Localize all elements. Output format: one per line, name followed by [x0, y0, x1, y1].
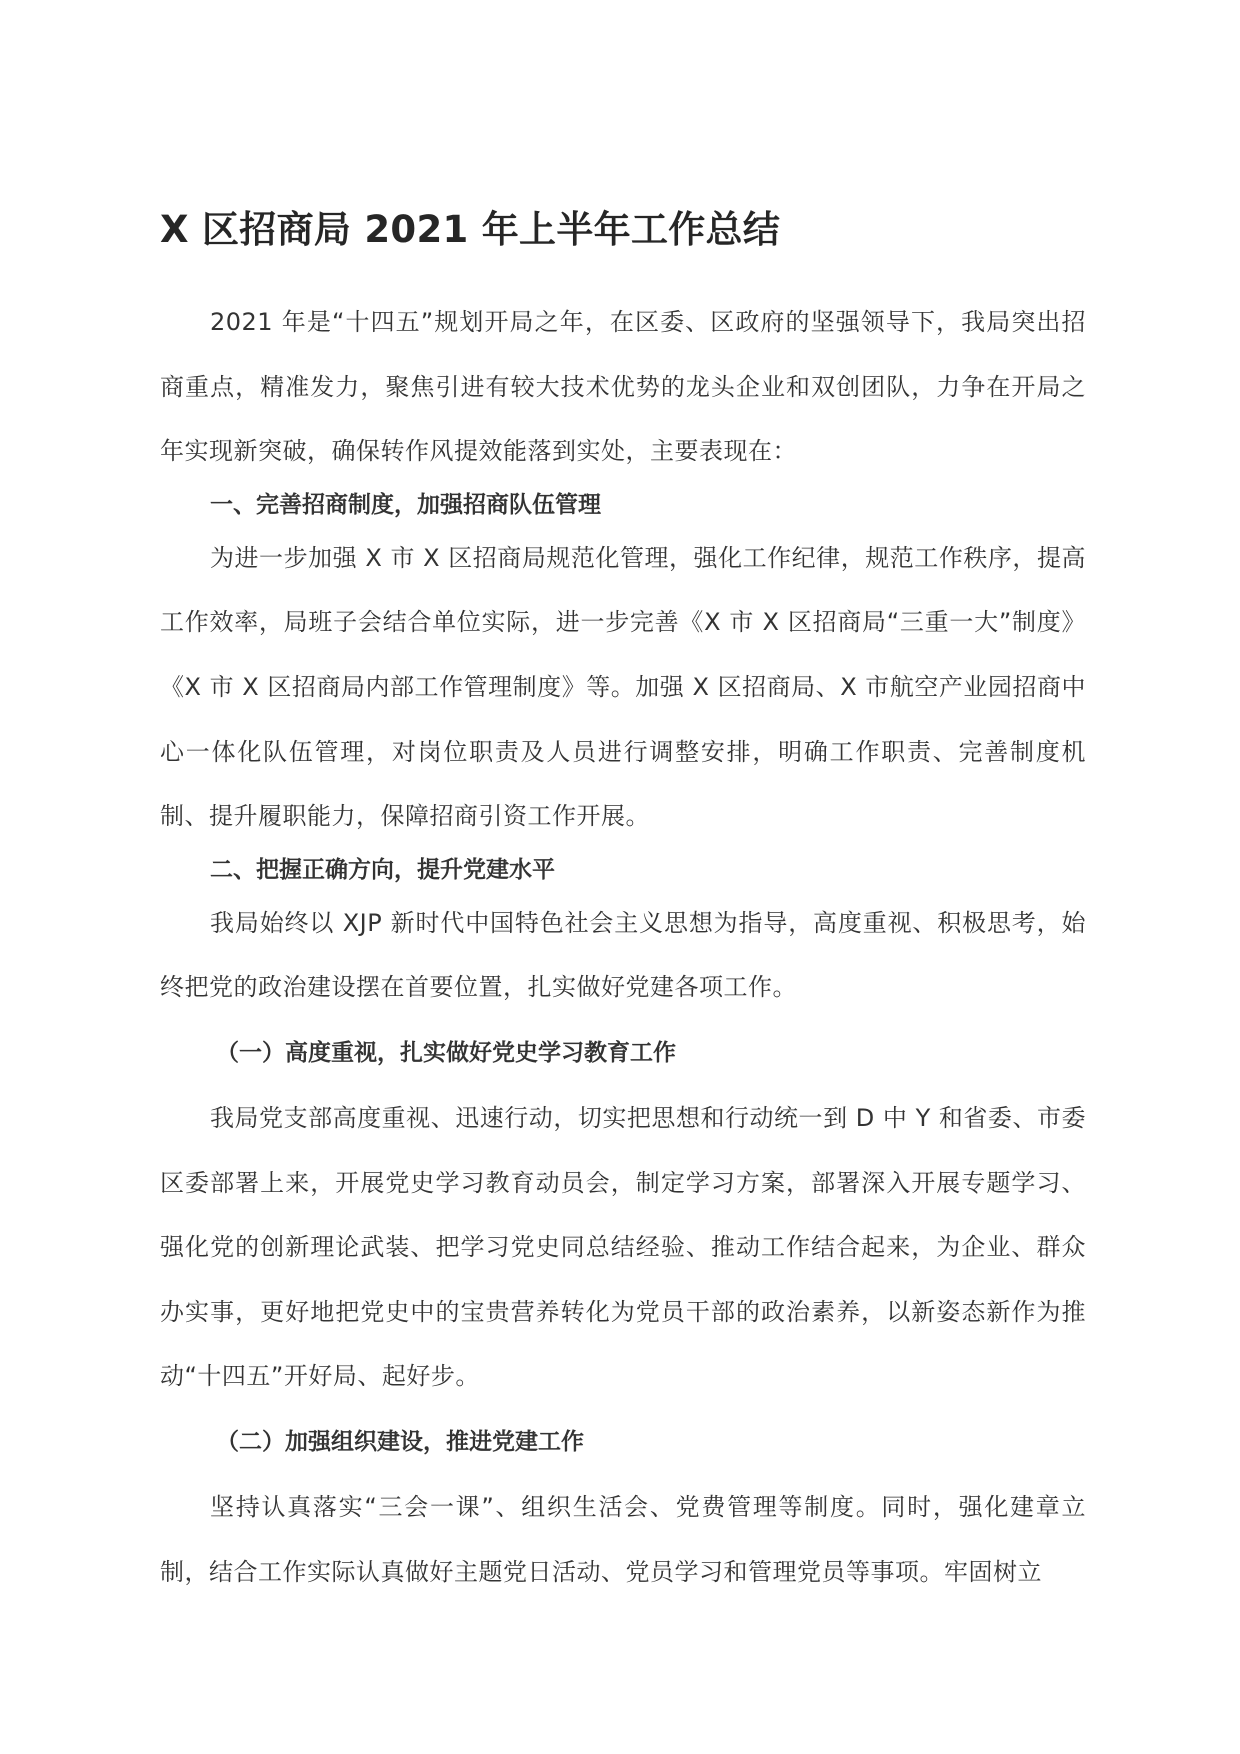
subsection-1-heading: （一）高度重视，扎实做好党史学习教育工作: [216, 1039, 676, 1066]
section-1-heading: 一、完善招商制度，加强招商队伍管理: [210, 491, 601, 518]
intro-paragraph: 2021 年是“十四五”规划开局之年，在区委、区政府的坚强领导下，我局突出招商重点，精准发力，聚焦引进有较大技术优势的龙头企业和双创团队，力争在开局之年实现新突破，确保转作风提效能落到实处，主要表现在：: [160, 308, 1086, 466]
section-2-heading: 二、把握正确方向，提升党建水平: [210, 856, 555, 883]
subsection-1-paragraph: 我局党支部高度重视、迅速行动，切实把思想和行动统一到 D 中 Y 和省委、市委区委部署上来，开展党史学习教育动员会，制定学习方案，部署深入开展专题学习、强化党的创新理论武装、把学习党史同总结经验、推动工作结合起来，为企业、群众办实事，更好地把党史中的宝贵营养转化为党员干部的政治素养，以新姿态新作为推动“十四五”开好局、起好步。: [160, 1103, 1086, 1391]
subsection-2-heading: （二）加强组织建设，推进党建工作: [216, 1428, 584, 1455]
section-1-paragraph: 为进一步加强 X 市 X 区招商局规范化管理，强化工作纪律，规范工作秩序，提高工作效率，局班子会结合单位实际，进一步完善《X 市 X 区招商局“三重一大”制度》《X 市 X 区招商局内部工作管理制度》等。加强 X 区招商局、X 市航空产业园招商中心一体化队伍管理，对岗位职责及人员进行调整安排，明确工作职责、完善制度机制、提升履职能力，保障招商引资工作开展。: [160, 543, 1086, 831]
document-body: [160, 195, 1086, 1604]
document-title: X 区招商局 2021 年上半年工作总结: [160, 208, 781, 251]
subsection-2-paragraph: 坚持认真落实“三会一课”、组织生活会、党费管理等制度。同时，强化建章立制，结合工作实际认真做好主题党日活动、党员学习和管理党员等事项。牢固树立: [160, 1492, 1086, 1586]
section-2-paragraph: 我局始终以 XJP 新时代中国特色社会主义思想为指导，高度重视、积极思考，始终把党的政治建设摆在首要位置，扎实做好党建各项工作。: [160, 908, 1086, 1002]
